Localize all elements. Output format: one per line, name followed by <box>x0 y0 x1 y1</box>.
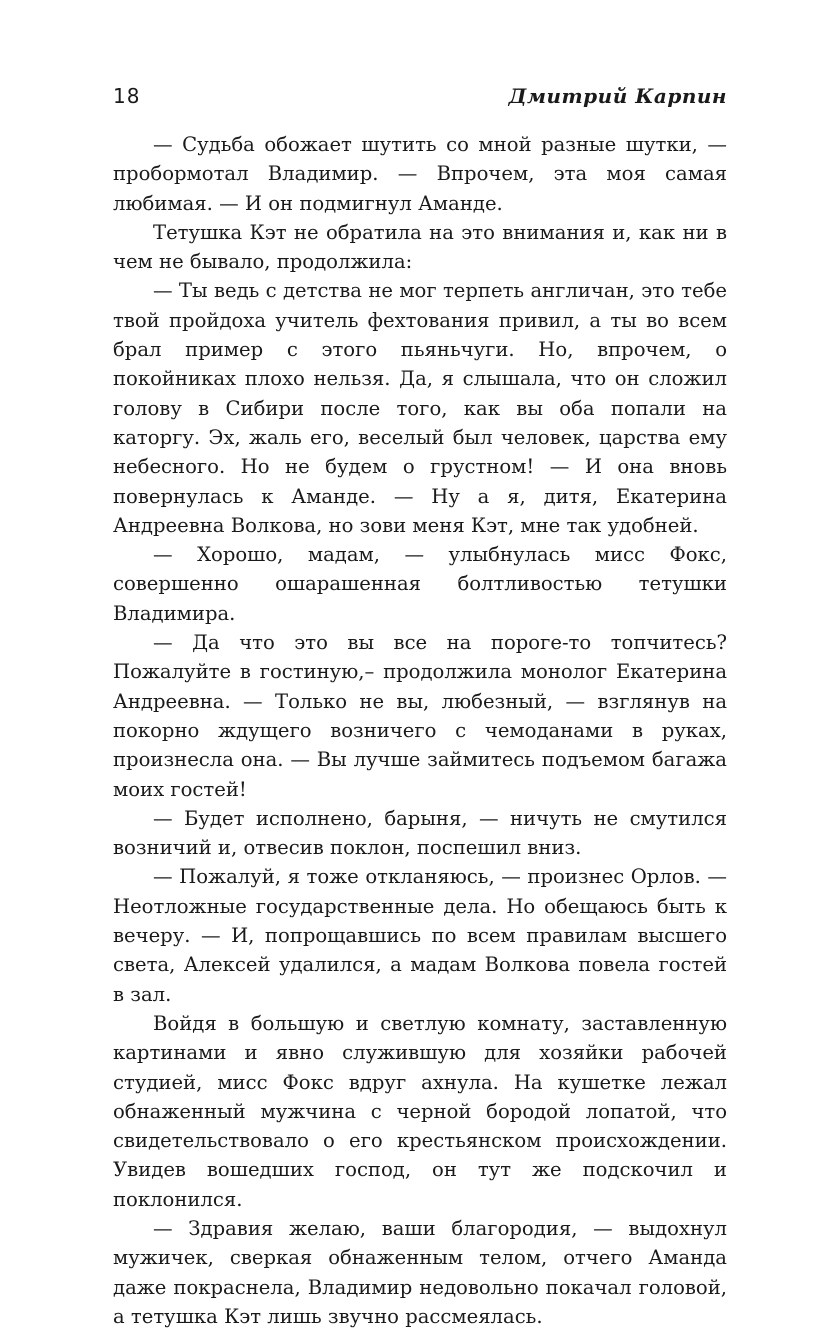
running-head-author: Дмитрий Карпин <box>508 84 727 108</box>
paragraph: — Хорошо, мадам, — улыбнулась мисс Фокс, совершенно ошарашенная болтливостью тетушки Владимира. <box>113 543 727 625</box>
page-number: 18 <box>113 84 141 108</box>
paragraph: Тетушка Кэт не обратила на это внимания и, как ни в чем не бывало, продолжила: <box>113 220 727 274</box>
paragraph: — Здравия желаю, ваши благородия, — выдохнул мужичек, сверкая обнаженным телом, отчего Аманда даже покраснела, Владимир недовольно покачал головой, а тетушка Кэт лишь звучно рассмеялась. <box>113 1216 727 1328</box>
paragraph: — Судьба обожает шутить со мной разные шутки, — пробормотал Владимир. — Впрочем, эта моя самая любимая. — И он подмигнул Аманде. <box>113 133 727 215</box>
page-header <box>113 84 727 114</box>
body-text <box>113 130 727 1331</box>
paragraph: — Ты ведь с детства не мог терпеть англичан, это тебе твой пройдоха учитель фехтования привил, а ты во всем брал пример с этого пьяньчуги. Но, впрочем, о покойниках плохо нельзя. Да, я слышала, что он сложил голову в Сибири после того, как вы оба попали на каторгу. Эх, жаль его, веселый был человек, царства ему небесного. Но не будем о грустном! — И она вновь повернулась к Аманде. — Ну а я, дитя, Екатерина Андреевна Волкова, но зови меня Кэт, мне так удобней. <box>113 279 727 537</box>
paragraph: Войдя в большую и светлую комнату, заставленную картинами и явно служившую для хозяйки рабочей студией, мисс Фокс вдруг ахнула. На кушетке лежал обнаженный мужчина с черной бородой лопатой, что свидетельствовало о его крестьянском происхождении. Увидев вошедших господ, он тут же подскочил и поклонился. <box>113 1011 727 1211</box>
paragraph: — Да что это вы все на пороге-то топчитесь? Пожалуйте в гостиную,– продолжила монолог Екатерина Андреевна. — Только не вы, любезный, — взглянув на покорно ждущего возничего с чемоданами в руках, произнесла она. — Вы лучше займитесь подъемом багажа моих гостей! <box>113 631 727 801</box>
paragraph: — Будет исполнено, барыня, — ничуть не смутился возничий и, отвесив поклон, поспешил вниз. <box>113 806 727 860</box>
paragraph: — Пожалуй, я тоже откланяюсь, — произнес Орлов. — Неотложные государственные дела. Но обещаюсь быть к вечеру. — И, попрощавшись по всем правилам высшего света, Алексей удалился, а мадам Волкова повела гостей в зал. <box>113 865 727 1006</box>
